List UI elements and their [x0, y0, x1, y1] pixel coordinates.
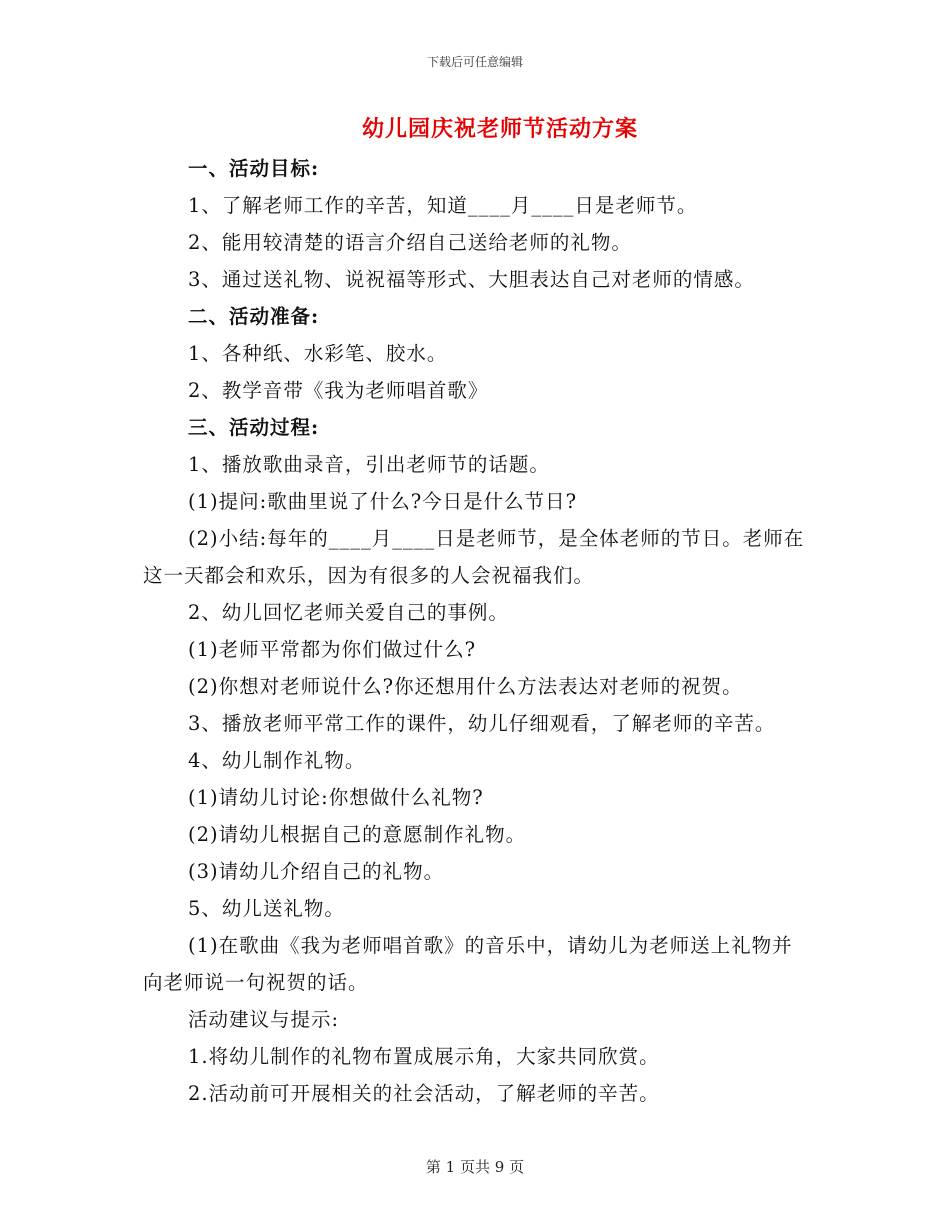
paragraph: (1)请幼儿讨论:你想做什么礼物?: [188, 786, 484, 809]
paragraph: 活动建议与提示:: [188, 1008, 340, 1031]
paragraph: (2)请幼儿根据自己的意愿制作礼物。: [188, 823, 527, 846]
paragraph: 2、教学音带《我为老师唱首歌》: [188, 379, 489, 402]
paragraph: 1、了解老师工作的辛苦，知道____月____日是老师节。: [188, 194, 698, 217]
paragraph: 5、幼儿送礼物。: [188, 897, 345, 920]
paragraph: (1)老师平常都为你们做过什么?: [188, 638, 477, 661]
section-heading-process: 三、活动过程:: [188, 416, 320, 439]
paragraph: (1)在歌曲《我为老师唱首歌》的音乐中，请幼儿为老师送上礼物并向老师说一句祝贺的话。: [143, 934, 793, 994]
paragraph: 3、通过送礼物、说祝福等形式、大胆表达自己对老师的情感。: [188, 268, 755, 291]
paragraph: 2、幼儿回忆老师关爱自己的事例。: [188, 601, 509, 624]
paragraph: 2、能用较清楚的语言介绍自己送给老师的礼物。: [188, 231, 632, 254]
paragraph: 3、播放老师平常工作的课件，幼儿仔细观看，了解老师的辛苦。: [188, 712, 776, 735]
paragraph: 1、各种纸、水彩笔、胶水。: [188, 342, 448, 365]
section-heading-preparation: 二、活动准备:: [188, 305, 320, 328]
paragraph: (2)你想对老师说什么?你还想用什么方法表达对老师的祝贺。: [188, 675, 743, 698]
paragraph: 1.将幼儿制作的礼物布置成展示角，大家共同欣赏。: [188, 1045, 660, 1068]
paragraph: (1)提问:歌曲里说了什么?今日是什么节日?: [188, 490, 578, 513]
paragraph: (2)小结:每年的____月____日是老师节，是全体老师的节日。老师在这一天都会和欢乐，因为有很多的人会祝福我们。: [143, 527, 805, 587]
paragraph: 1、播放歌曲录音，引出老师节的话题。: [188, 453, 550, 476]
paragraph: 4、幼儿制作礼物。: [188, 749, 366, 772]
paragraph: 2.活动前可开展相关的社会活动，了解老师的辛苦。: [188, 1082, 660, 1105]
paragraph: (3)请幼儿介绍自己的礼物。: [188, 860, 445, 883]
document-title: 幼儿园庆祝老师节活动方案: [361, 116, 638, 142]
document-body: [143, 150, 808, 1112]
section-heading-goals: 一、活动目标:: [188, 157, 320, 180]
header-note: 下载后可任意编辑: [426, 55, 523, 69]
page-number: 第 1 页共 9 页: [425, 1158, 525, 1176]
